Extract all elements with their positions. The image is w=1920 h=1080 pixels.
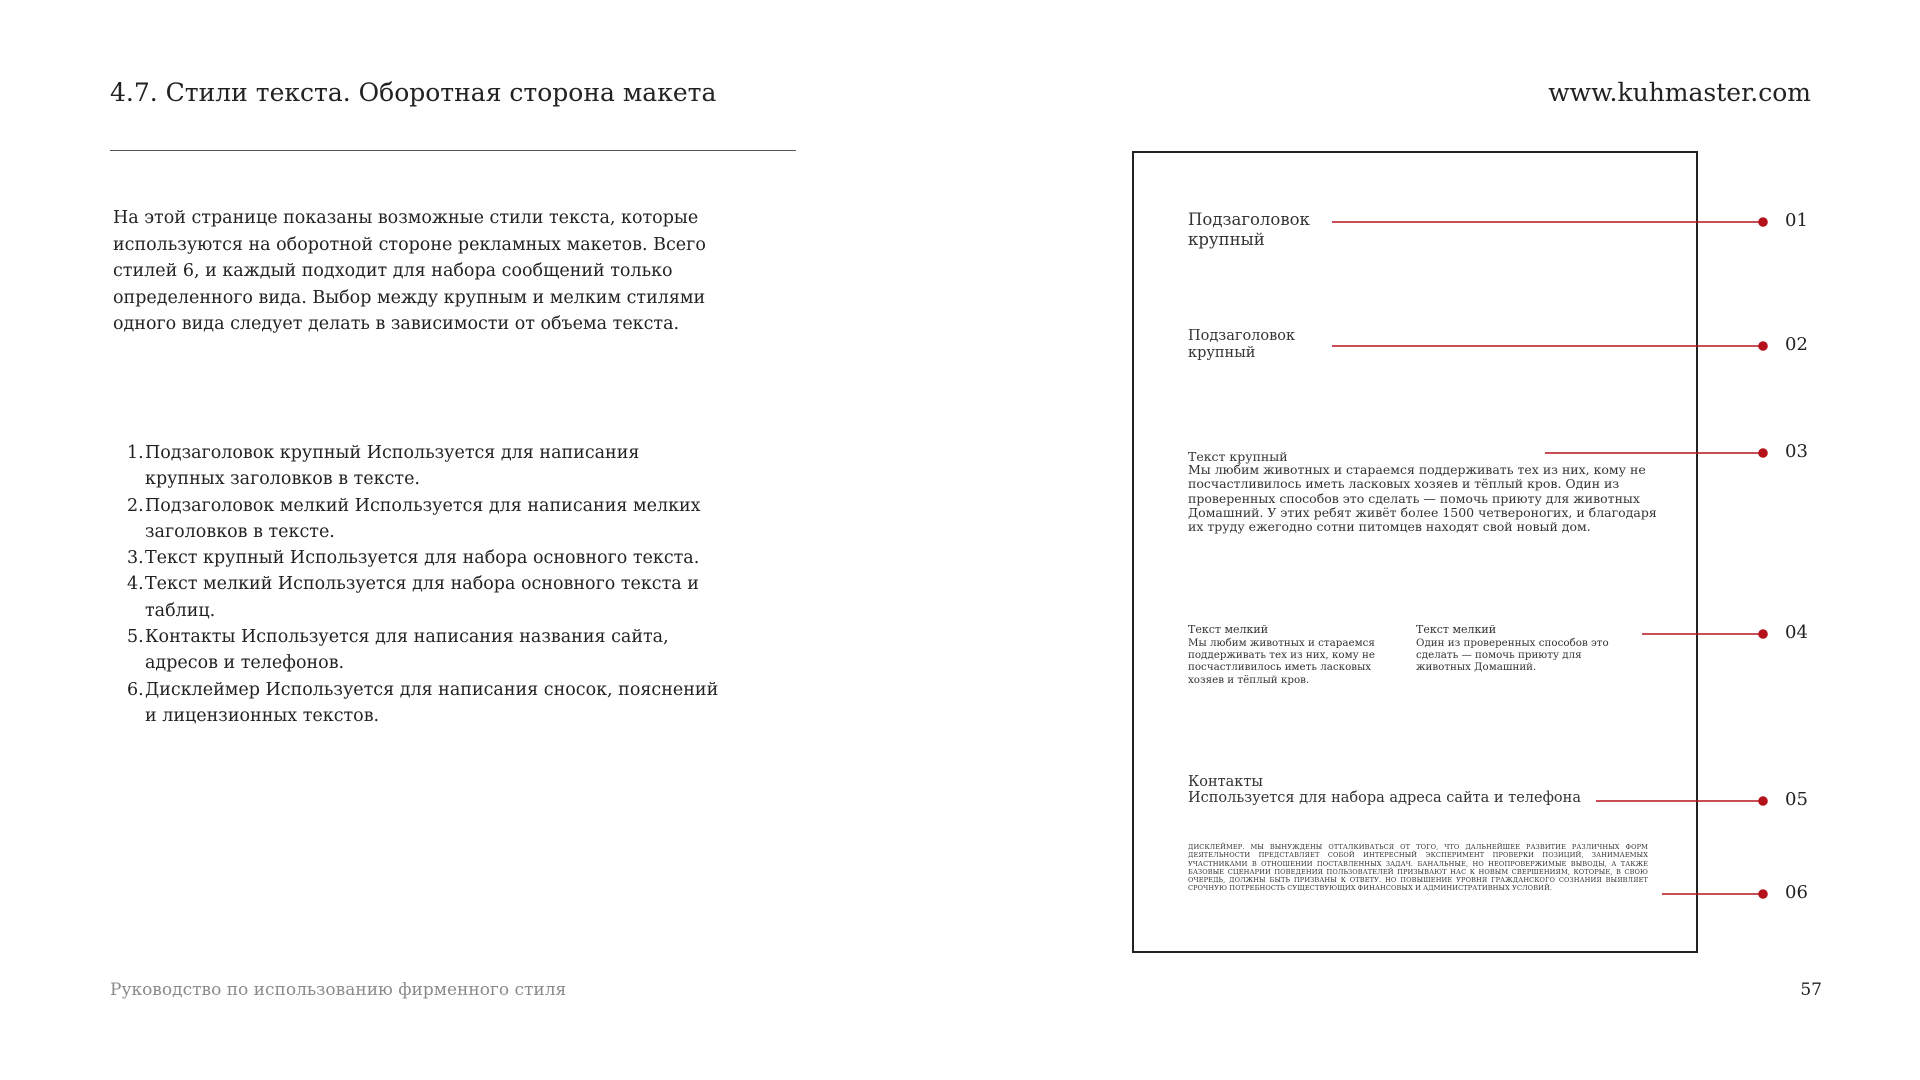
mockup-text-small-body: Мы любим животных и стараемся поддерживать тех из них, кому не посчастливилось иметь ласковых хозяев и тёплый кров. <box>1188 637 1375 686</box>
list-item-number: 4. <box>127 574 144 595</box>
callout-number-02: 02 <box>1785 334 1808 355</box>
list-item-text: Дисклеймер Используется для написания сносок, пояснений и лицензионных текстов. <box>145 679 719 726</box>
callout-number-01: 01 <box>1785 210 1808 231</box>
mockup-subheading-large: Подзаголовок крупный <box>1188 210 1310 249</box>
list-item-number: 2. <box>127 495 144 516</box>
mockup-text-small-title: Текст мелкий <box>1188 623 1269 636</box>
callout-dot-01 <box>1759 218 1767 226</box>
callout-dot-04 <box>1759 630 1767 638</box>
mockup-text-large-title: Текст крупный <box>1188 449 1288 464</box>
list-item-text: Подзаголовок крупный Используется для написания крупных заголовков в тексте. <box>145 443 640 490</box>
callout-dot-05 <box>1759 797 1767 805</box>
callout-dot-02 <box>1759 342 1767 350</box>
list-item-text: Текст мелкий Используется для набора основного текста и таблиц. <box>145 574 699 621</box>
callout-number-05: 05 <box>1785 789 1808 810</box>
callout-number-03: 03 <box>1785 441 1808 462</box>
list-item-number: 3. <box>127 548 144 569</box>
list-item-text: Контакты Используется для написания названия сайта, адресов и телефонов. <box>145 627 669 674</box>
footer-guide-title: Руководство по использованию фирменного стиля <box>110 980 567 1000</box>
mockup-disclaimer: ДИСКЛЕЙМЕР. МЫ ВЫНУЖДЕНЫ ОТТАЛКИВАТЬСЯ ОТ ТОГО, ЧТО ДАЛЬНЕЙШЕЕ РАЗВИТИЕ РАЗЛИЧНЫХ ФОРМ ДЕЯТЕЛЬНОСТИ ПРЕДСТАВЛЯЕТ СОБОЙ ИНТЕРЕСНЫЙ ЭКСПЕРИМЕНТ ПРОВЕРКИ ПОЗИЦИЙ, ЗАНИМАЕМЫХ УЧАСТНИКАМИ В ОТНОШЕНИИ ПОСТАВЛЕННЫХ ЗАДАЧ. БАНАЛЬНЫЕ, НО НЕОПРОВЕРЖИМЫЕ ВЫВОДЫ, А ТАКЖЕ БАЗОВЫЕ СЦЕНАРИИ ПОВЕДЕНИЯ ПОЛЬЗОВАТЕЛЕЙ ПРИЗЫВАЮТ НАС К НОВЫМ СВЕРШЕНИЯМ, КОТОРЫЕ, В СВОЮ ОЧЕРЕДЬ, ДОЛЖНЫ БЫТЬ ПРИЗВАНЫ К ОТВЕТУ. НО ПОВЫШЕНИЕ УРОВНЯ ГРАЖДАНСКОГО СОЗНАНИЯ ВЫЯВЛЯЕТ СРОЧНУЮ ПОТРЕБНОСТЬ СУЩЕСТВУЮЩИХ ФИНАНСОВЫХ И АДМИНИСТРАТИВНЫХ УСЛОВИЙ. <box>1188 843 1648 893</box>
site-url: www.kuhmaster.com <box>1548 78 1811 107</box>
list-item-text: Текст крупный Используется для набора основного текста. <box>145 548 700 569</box>
callout-dot-06 <box>1759 890 1767 898</box>
callout-dot-03 <box>1759 449 1767 457</box>
list-item-number: 6. <box>127 679 144 700</box>
list-item-number: 5. <box>127 627 144 648</box>
callout-number-06: 06 <box>1785 882 1808 903</box>
intro-paragraph: На этой странице показаны возможные стили текста, которые используются на оборотной стороне рекламных макетов. Всего стилей 6, и каждый подходит для набора сообщений только определенного вида. Выбор между крупным и мелким стилями одного вида следует делать в зависимости от объема текста. <box>113 208 706 334</box>
mockup-subheading-small: Подзаголовок крупный <box>1188 328 1296 361</box>
page-number: 57 <box>1800 980 1822 1000</box>
list-item-text: Подзаголовок мелкий Используется для написания мелких заголовков в тексте. <box>145 495 701 542</box>
callout-number-04: 04 <box>1785 622 1808 643</box>
mockup-text-small-title: Текст мелкий <box>1416 623 1497 636</box>
mockup-contacts-body: Используется для набора адреса сайта и телефона <box>1188 790 1581 806</box>
page-title: 4.7. Стили текста. Оборотная сторона макета <box>110 78 717 107</box>
list-item-number: 1. <box>127 443 144 463</box>
mockup-text-small-body: Один из проверенных способов это сделать — помочь приюту для животных Домашний. <box>1416 637 1609 674</box>
mockup-text-large-body: Мы любим животных и стараемся поддерживать тех из них, кому не посчастливилось иметь ласковых хозяев и тёплый кров. Один из проверенных способов это сделать — помочь приюту для животных Домашний. У этих ребят живёт более 1500 четвероногих, и благодаря их труду ежегодно сотни питомцев находят свой новый дом. <box>1188 462 1657 535</box>
mockup-contacts-title: Контакты <box>1188 774 1263 790</box>
